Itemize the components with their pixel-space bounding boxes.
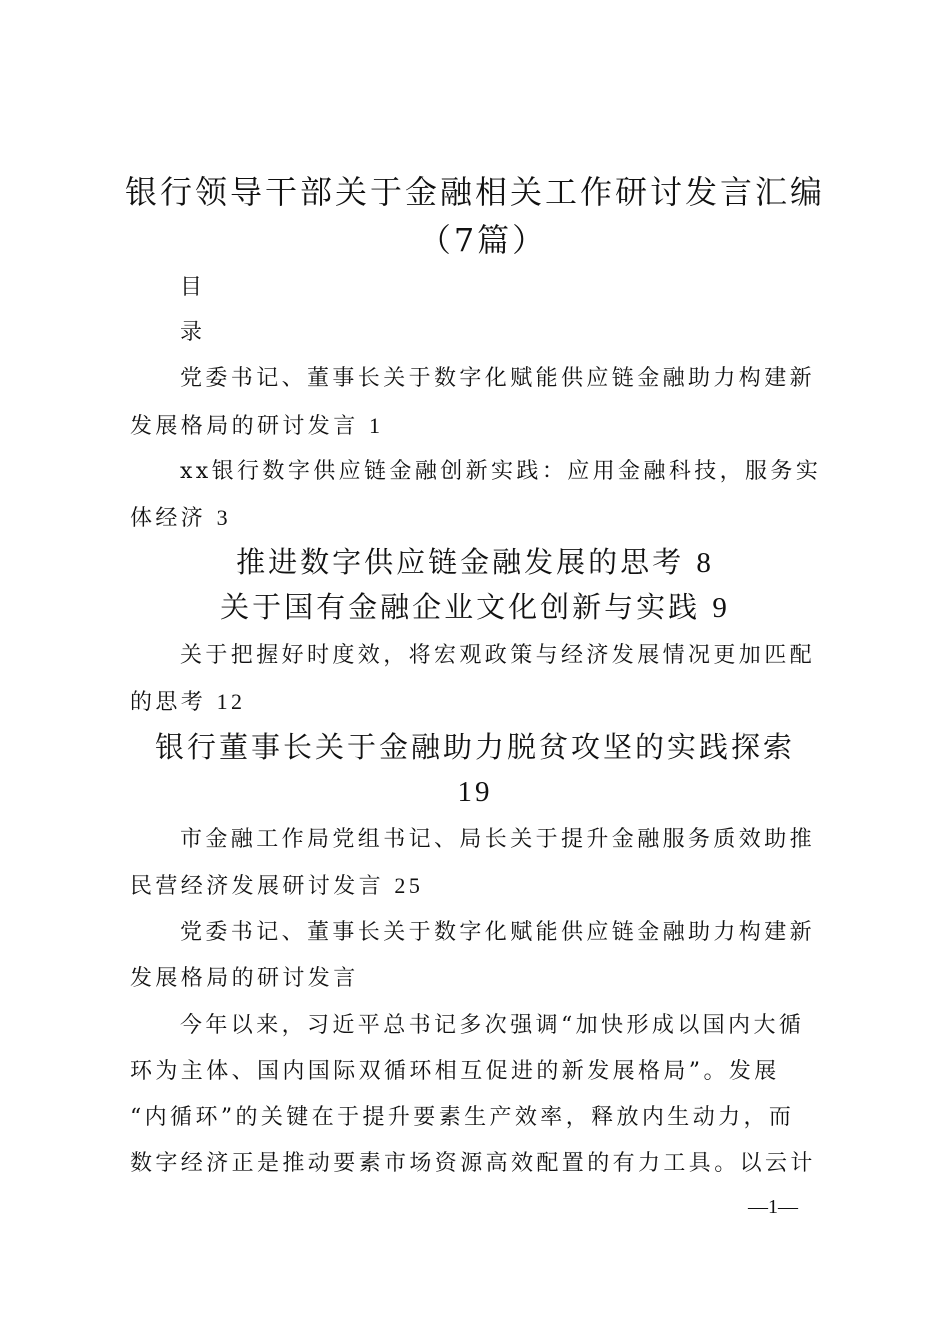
toc-page-number: 19 <box>457 776 493 808</box>
body-line: “内循环”的关键在于提升要素生产效率，释放内生动力，而 <box>130 1105 795 1130</box>
body-line: 今年以来，习近平总书记多次强调“加快形成以国内大循 <box>180 1013 805 1038</box>
toc-heading: 目 <box>180 275 206 300</box>
toc-page-number: 25 <box>394 873 424 898</box>
toc-heading: 录 <box>180 320 206 345</box>
toc-entry-text: 党委书记、董事长关于数字化赋能供应链金融助力构建新 <box>180 366 816 391</box>
toc-entry-text: 市金融工作局党组书记、局长关于提升金融服务质效助推 <box>180 827 816 852</box>
toc-page-number: 1 <box>369 413 384 438</box>
toc-entry-text: 民营经济发展研讨发言 <box>130 874 385 899</box>
body-line: 数字经济正是推动要素市场资源高效配置的有力工具。以云计 <box>130 1151 816 1176</box>
toc-entry-text: 推进数字供应链金融发展的思考 <box>236 545 685 579</box>
toc-entry-text: 发展格局的研讨发言 <box>130 414 359 439</box>
document-subtitle: （7篇） <box>418 221 548 259</box>
toc-page-number: 9 <box>712 592 730 624</box>
section-heading: 发展格局的研讨发言 <box>130 966 359 991</box>
toc-page-number: 3 <box>216 505 232 530</box>
toc-entry-text: xx银行数字供应链金融创新实践：应用金融科技，服务实 <box>180 459 822 484</box>
toc-page-number: 12 <box>216 689 246 714</box>
toc-entry-text: 关于国有金融企业文化创新与实践 <box>220 590 701 624</box>
body-line: 环为主体、国内国际双循环相互促进的新发展格局”。发展 <box>130 1059 780 1084</box>
toc-page-number: 8 <box>696 547 714 579</box>
page-number: —1— <box>748 1196 798 1218</box>
toc-entry-text: 银行董事长关于金融助力脱贫攻坚的实践探索 <box>154 730 795 764</box>
toc-entry-text: 的思考 <box>130 690 207 715</box>
toc-entry[interactable] <box>0 587 950 627</box>
toc-entry[interactable] <box>0 542 950 582</box>
document-title: 银行领导干部关于金融相关工作研讨发言汇编 <box>124 173 825 211</box>
toc-entry-text: 关于把握好时度效，将宏观政策与经济发展情况更加匹配 <box>180 643 816 668</box>
section-heading: 党委书记、董事长关于数字化赋能供应链金融助力构建新 <box>180 920 816 945</box>
toc-entry-text: 体经济 <box>130 506 207 531</box>
